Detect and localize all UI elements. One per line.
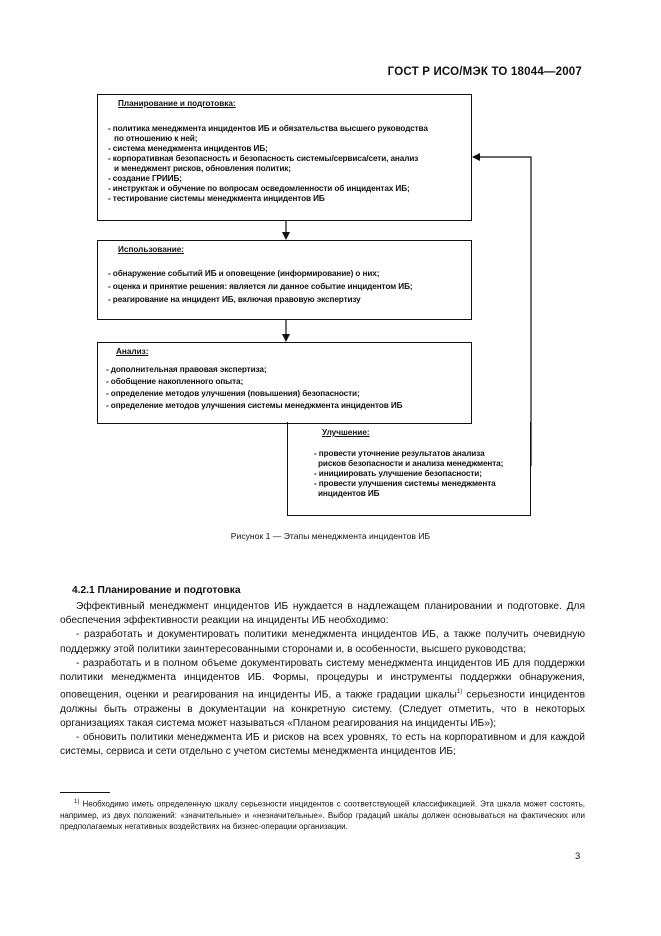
- paragraph: [60, 657, 585, 731]
- box-item: по отношению к ней;: [114, 134, 198, 143]
- footnote: [60, 797, 585, 832]
- paragraph: - обновить политики менеджмента ИБ и рисков на всех уровнях, то есть на корпоративном и для каждой системы, сервиса и сети отдельно с учетом системы менеджмента инцидентов ИБ;: [60, 732, 585, 758]
- feedback-loop-line: [480, 157, 531, 466]
- box-item: - провести уточнение результатов анализа: [314, 449, 485, 458]
- box-item: - политика менеджмента инцидентов ИБ и обязательства высшего руководства: [108, 124, 428, 133]
- box-item: и менеджмент рисков, обновления политик;: [114, 164, 291, 173]
- document-code: ГОСТ Р ИСО/МЭК ТО 18044—2007: [387, 66, 582, 78]
- box-item: - определение методов улучшения (повышения) безопасности;: [106, 389, 360, 398]
- section-heading: 4.2.1 Планирование и подготовка: [72, 585, 241, 596]
- box-item: - провести улучшения системы менеджмента: [314, 479, 496, 488]
- page-number: 3: [575, 851, 581, 862]
- planning-box: [97, 94, 472, 221]
- box-item: - инициировать улучшение безопасности;: [314, 469, 482, 478]
- box-title: Улучшение:: [322, 428, 370, 437]
- figure-caption: Рисунок 1 — Этапы менеджмента инцидентов ИБ: [230, 531, 431, 541]
- box-item: инцидентов ИБ: [318, 489, 380, 498]
- paragraph: - разработать и документировать политики менеджмента инцидентов ИБ, а также получить очевидную поддержку этой политики заинтересованными сторонами и, в особенности, высшего руководства;: [60, 629, 585, 655]
- box-item: - система менеджмента инцидентов ИБ;: [108, 144, 268, 153]
- box-item: - обнаружение событий ИБ и оповещение (информирование) о них;: [108, 269, 380, 278]
- box-item: - реагирование на инцидент ИБ, включая правовую экспертизу: [108, 295, 361, 304]
- analysis-box: [97, 342, 472, 424]
- footnote-divider: [60, 792, 110, 793]
- box-item: - корпоративная безопасность и безопасность системы/сервиса/сети, анализ: [108, 154, 419, 163]
- box-item: - оценка и принятие решения: является ли данное событие инцидентом ИБ;: [108, 282, 413, 291]
- box-title: Использование:: [118, 245, 185, 254]
- box-title: Анализ:: [116, 347, 149, 356]
- box-item: рисков безопасности и анализа менеджмента;: [318, 459, 504, 468]
- paragraph-text: серьезности инцидентов должны быть отражены в документации на конкретную систему. (Следует отметить, что в некоторых организациях такая система может называться «Планом реагирования на инциденты ИБ»);: [60, 689, 585, 730]
- box-item: - определение методов улучшения системы менеджмента инцидентов ИБ: [106, 401, 403, 410]
- usage-box: [97, 240, 472, 320]
- box-item: - тестирование системы менеджмента инцидентов ИБ: [108, 194, 325, 203]
- box-item: - дополнительная правовая экспертиза;: [106, 365, 267, 374]
- paragraph: Эффективный менеджмент инцидентов ИБ нуждается в надлежащем планировании и подготовке. Для обеспечения эффективности реакции на инциденты ИБ необходимо:: [60, 601, 585, 627]
- box-item: - инструктаж и обучение по вопросам осведомленности об инцидентах ИБ;: [108, 184, 410, 193]
- box-item: - обобщение накопленного опыта;: [106, 377, 244, 386]
- footnote-marker: 1): [74, 799, 80, 805]
- box-title: Планирование и подготовка:: [118, 99, 236, 108]
- paragraph-text: - разработать и в полном объеме документировать систему менеджмента инцидентов ИБ для поддержки политики менеджмента инцидентов ИБ. Формы, процедуры и инструменты поддержки обнаружения, оповещения, оценки и реагирования на инциденты ИБ, а также градации шкалы: [60, 657, 585, 701]
- footnote-ref: 1): [456, 689, 463, 696]
- footnote-text: Необходимо иметь определенную шкалу серьезности инцидентов с соответствующей классификацией. Эта шкала может состоять, например, из двух положений: «значительные» и «незначительные». Выбор градаций шкалы должен основываться на фактических или предполагаемых негативных воздействиях на бизнес-операции организации.: [60, 799, 585, 832]
- improvement-box: [287, 422, 531, 516]
- box-item: - создание ГРИИБ;: [108, 174, 182, 183]
- section-body: [60, 600, 585, 760]
